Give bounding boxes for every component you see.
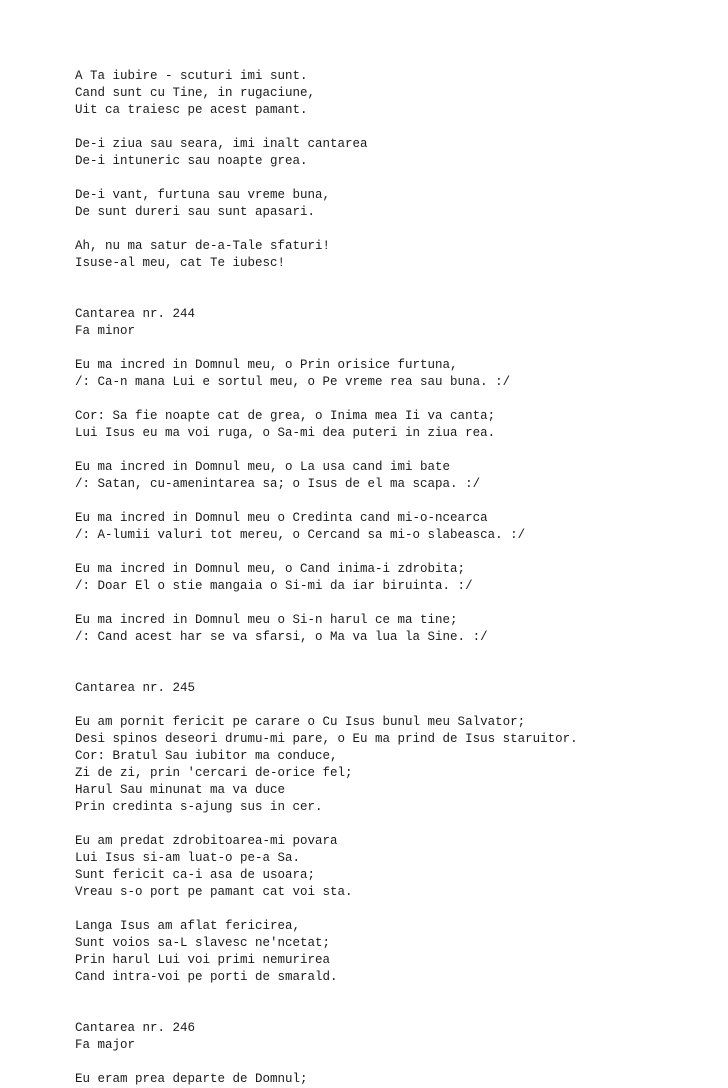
text-line: /: Satan, cu-amenintarea sa; o Isus de el ma scapa. :/	[75, 477, 481, 491]
text-line: Harul Sau minunat ma va duce	[75, 783, 286, 797]
song-246	[75, 1020, 715, 1088]
song-title: Cantarea nr. 245	[75, 681, 196, 695]
stanza	[75, 68, 715, 119]
song-title: Cantarea nr. 244	[75, 307, 196, 321]
text-line: Eu ma incred in Domnul meu, o Cand inima-i zdrobita;	[75, 562, 466, 576]
text-line: Langa Isus am aflat fericirea,	[75, 919, 301, 933]
text-line: Cor: Bratul Sau iubitor ma conduce,	[75, 749, 338, 763]
text-line: Vreau s-o port pe pamant cat voi sta.	[75, 885, 353, 899]
text-line: /: A-lumii valuri tot mereu, o Cercand sa mi-o slabeasca. :/	[75, 528, 526, 542]
text-line: Isuse-al meu, cat Te iubesc!	[75, 256, 286, 270]
song-title: Cantarea nr. 246	[75, 1021, 196, 1035]
text-line: Uit ca traiesc pe acest pamant.	[75, 103, 308, 117]
text-line: A Ta iubire - scuturi imi sunt.	[75, 69, 308, 83]
text-line: Eu eram prea departe de Domnul;	[75, 1072, 308, 1086]
text-line: De-i ziua sau seara, imi inalt cantarea	[75, 137, 368, 151]
stanza	[75, 136, 715, 170]
text-line: Eu ma incred in Domnul meu, o La usa cand imi bate	[75, 460, 451, 474]
song-245	[75, 680, 715, 986]
document-body	[75, 68, 715, 1088]
text-line: Sunt voios sa-L slavesc ne'ncetat;	[75, 936, 331, 950]
text-line: Eu ma incred in Domnul meu o Credinta cand mi-o-ncearca	[75, 511, 488, 525]
stanza	[75, 187, 715, 221]
text-line: Sunt fericit ca-i asa de usoara;	[75, 868, 316, 882]
text-line: Eu ma incred in Domnul meu, o Prin orisice furtuna,	[75, 358, 458, 372]
text-line: Cand sunt cu Tine, in rugaciune,	[75, 86, 316, 100]
text-line: Zi de zi, prin 'cercari de-orice fel;	[75, 766, 353, 780]
text-line: Prin harul Lui voi primi nemurirea	[75, 953, 331, 967]
text-line: Eu am predat zdrobitoarea-mi povara	[75, 834, 338, 848]
text-line: Eu am pornit fericit pe carare o Cu Isus bunul meu Salvator;	[75, 715, 526, 729]
text-line: Ah, nu ma satur de-a-Tale sfaturi!	[75, 239, 331, 253]
text-line: Cand intra-voi pe porti de smarald.	[75, 970, 338, 984]
text-line: Lui Isus si-am luat-o pe-a Sa.	[75, 851, 301, 865]
text-line: /: Cand acest har se va sfarsi, o Ma va lua la Sine. :/	[75, 630, 488, 644]
text-line: De sunt dureri sau sunt apasari.	[75, 205, 316, 219]
text-line: /: Ca-n mana Lui e sortul meu, o Pe vreme rea sau buna. :/	[75, 375, 511, 389]
text-line: De-i intuneric sau noapte grea.	[75, 154, 308, 168]
text-line: Desi spinos deseori drumu-mi pare, o Eu ma prind de Isus staruitor.	[75, 732, 578, 746]
text-line: /: Doar El o stie mangaia o Si-mi da iar biruinta. :/	[75, 579, 473, 593]
text-line: Prin credinta s-ajung sus in cer.	[75, 800, 323, 814]
text-line: Eu ma incred in Domnul meu o Si-n harul ce ma tine;	[75, 613, 458, 627]
stanza	[75, 238, 715, 272]
song-244	[75, 306, 715, 646]
text-line: De-i vant, furtuna sau vreme buna,	[75, 188, 331, 202]
text-line: Cor: Sa fie noapte cat de grea, o Inima mea Ii va canta;	[75, 409, 496, 423]
song-key: Fa major	[75, 1038, 136, 1052]
text-line: Lui Isus eu ma voi ruga, o Sa-mi dea puteri in ziua rea.	[75, 426, 496, 440]
song-key: Fa minor	[75, 324, 136, 338]
